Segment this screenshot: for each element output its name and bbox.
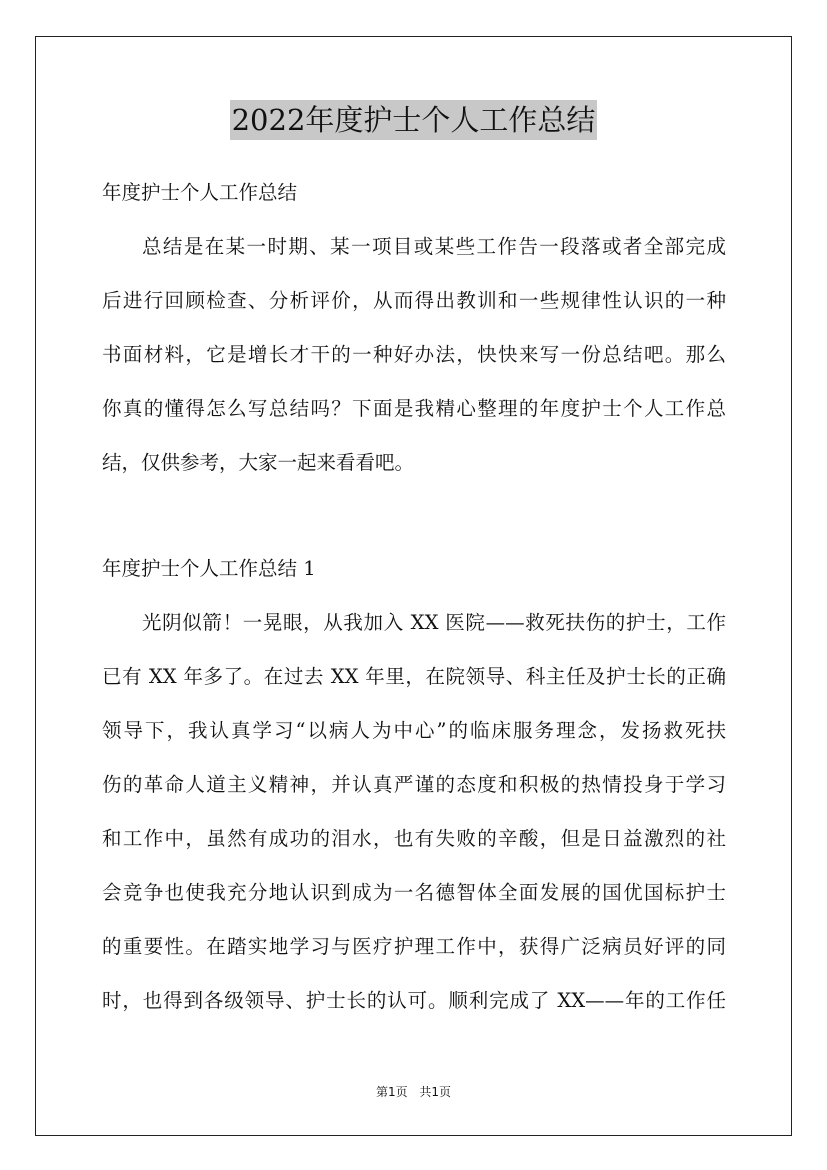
intro-line: 你真的懂得怎么写总结吗？下面是我精心整理的年度护士个人工作总 bbox=[102, 397, 726, 420]
section-line: 和工作中，虽然有成功的泪水，也有失败的辛酸，但是日益激烈的社 bbox=[102, 827, 726, 850]
document-title: 2022年度护士个人工作总结 bbox=[230, 100, 598, 140]
section-line: 时，也得到各级领导、护士长的认可。顺利完成了 XX——年的工作任 bbox=[102, 989, 726, 1012]
page-total: 共1页 bbox=[419, 1085, 452, 1099]
section-line: 会竞争也使我充分地认识到成为一名德智体全面发展的国优国标护士 bbox=[102, 881, 726, 904]
document-body bbox=[102, 174, 726, 1020]
page-footer bbox=[0, 1083, 827, 1100]
intro-line: 书面材料，它是增长才干的一种好办法，快快来写一份总结吧。那么 bbox=[102, 343, 726, 366]
intro-line: 结，仅供参考，大家一起来看看吧。 bbox=[102, 451, 415, 474]
section-line: 领导下，我认真学习“以病人为中心”的临床服务理念，发扬救死扶 bbox=[102, 719, 726, 742]
intro-line: 总结是在某一时期、某一项目或某些工作告一段落或者全部完成 bbox=[142, 235, 726, 258]
section-heading: 年度护士个人工作总结 1 bbox=[102, 557, 316, 580]
section-line: 的重要性。在踏实地学习与医疗护理工作中，获得广泛病员好评的同 bbox=[102, 935, 726, 958]
section-line: 伤的革命人道主义精神，并认真严谨的态度和积极的热情投身于学习 bbox=[102, 773, 726, 796]
document-subtitle: 年度护士个人工作总结 bbox=[102, 181, 298, 204]
page-number: 第1页 bbox=[375, 1085, 408, 1099]
section-line: 光阴似箭！一晃眼，从我加入 XX 医院——救死扶伤的护士，工作 bbox=[142, 611, 726, 634]
intro-line: 后进行回顾检查、分析评价，从而得出教训和一些规律性认识的一种 bbox=[102, 289, 726, 312]
title-container bbox=[0, 100, 827, 140]
section-line: 已有 XX 年多了。在过去 XX 年里，在院领导、科主任及护士长的正确 bbox=[102, 665, 726, 688]
